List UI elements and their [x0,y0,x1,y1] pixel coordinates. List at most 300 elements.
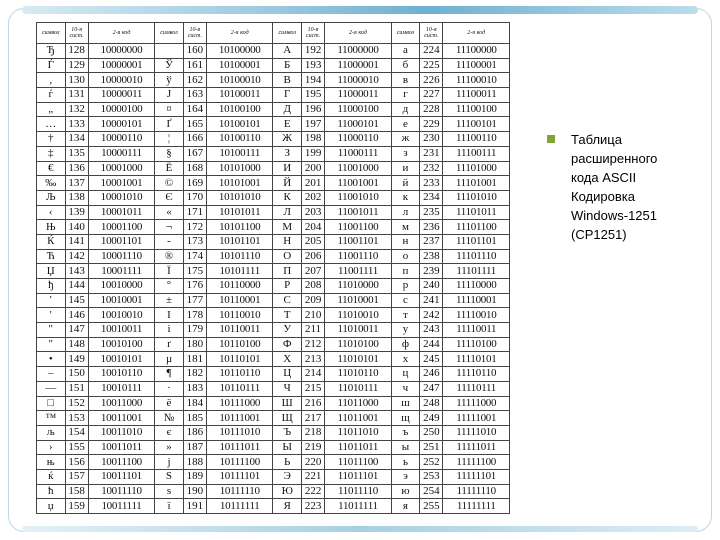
symbol-cell: с [391,293,420,308]
decimal-cell: 173 [183,234,206,249]
decimal-cell: 200 [301,161,324,176]
decimal-cell: 163 [183,88,206,103]
caption-line: Кодировка [571,189,635,204]
table-row [37,484,510,499]
binary-cell: 11011110 [325,484,392,499]
ascii-table-image [36,22,510,512]
binary-cell: 11010111 [325,381,392,396]
binary-cell: 10100011 [206,88,273,103]
binary-cell: 10110010 [206,308,273,323]
decimal-cell: 169 [183,176,206,191]
symbol-cell: Д [273,102,302,117]
symbol-cell: Є [155,190,184,205]
binary-cell: 11110100 [443,337,510,352]
symbol-cell: Џ [37,264,66,279]
ascii-code-table [36,22,510,514]
table-row [37,308,510,323]
symbol-cell: п [391,264,420,279]
decimal-cell: 230 [420,132,443,147]
symbol-cell: ‚ [37,73,66,88]
decimal-cell: 213 [301,352,324,367]
column-header: 10-я сист. [65,23,88,44]
decimal-cell: 207 [301,264,324,279]
binary-cell: 11111111 [443,499,510,514]
column-header: 10-я сист. [301,23,324,44]
decimal-cell: 147 [65,323,88,338]
decimal-cell: 178 [183,308,206,323]
decimal-cell: 187 [183,440,206,455]
binary-cell: 11110010 [443,308,510,323]
decimal-cell: 219 [301,440,324,455]
decimal-cell: 184 [183,396,206,411]
table-row [37,264,510,279]
binary-cell: 10110100 [206,337,273,352]
decimal-cell: 205 [301,234,324,249]
caption-line: расширенного [571,151,658,166]
decimal-cell: 242 [420,308,443,323]
decimal-cell: 132 [65,102,88,117]
column-header: 2-я код [443,23,510,44]
slide-caption [547,130,687,244]
decimal-cell: 253 [420,469,443,484]
binary-cell: 10101110 [206,249,273,264]
symbol-cell: Ш [273,396,302,411]
binary-cell: 11111011 [443,440,510,455]
binary-cell: 10110011 [206,323,273,338]
symbol-cell: Г [273,88,302,103]
binary-cell: 11000111 [325,146,392,161]
binary-cell: 11001001 [325,176,392,191]
binary-cell: 11110011 [443,323,510,338]
symbol-cell: Б [273,58,302,73]
decimal-cell: 206 [301,249,324,264]
slide-bottom-accent-bar [22,526,698,532]
column-header: символ [273,23,302,44]
symbol-cell: С [273,293,302,308]
decimal-cell: 174 [183,249,206,264]
symbol-cell: З [273,146,302,161]
binary-cell: 10011100 [88,455,155,470]
binary-cell: 11110110 [443,367,510,382]
symbol-cell: ё [155,396,184,411]
binary-cell: 11010010 [325,308,392,323]
symbol-cell: Й [273,176,302,191]
symbol-cell: „ [37,102,66,117]
symbol-cell: х [391,352,420,367]
symbol-cell: ы [391,440,420,455]
binary-cell: 10000011 [88,88,155,103]
symbol-cell: а [391,44,420,59]
decimal-cell: 238 [420,249,443,264]
decimal-cell: 240 [420,279,443,294]
symbol-cell: Ь [273,455,302,470]
symbol-cell: з [391,146,420,161]
binary-cell: 10010011 [88,323,155,338]
decimal-cell: 255 [420,499,443,514]
symbol-cell: Л [273,205,302,220]
binary-cell: 11101000 [443,161,510,176]
decimal-cell: 144 [65,279,88,294]
decimal-cell: 209 [301,293,324,308]
binary-cell: 11101111 [443,264,510,279]
decimal-cell: 146 [65,308,88,323]
symbol-cell: ' [37,293,66,308]
symbol-cell: ° [155,279,184,294]
binary-cell: 11000000 [325,44,392,59]
symbol-cell: — [37,381,66,396]
binary-cell: 10100110 [206,132,273,147]
decimal-cell: 217 [301,411,324,426]
decimal-cell: 136 [65,161,88,176]
decimal-cell: 154 [65,425,88,440]
decimal-cell: 177 [183,293,206,308]
decimal-cell: 166 [183,132,206,147]
symbol-cell: г [391,88,420,103]
binary-cell: 11010001 [325,293,392,308]
decimal-cell: 158 [65,484,88,499]
binary-cell: 10010010 [88,308,155,323]
decimal-cell: 182 [183,367,206,382]
symbol-cell: ц [391,367,420,382]
binary-cell: 10111011 [206,440,273,455]
symbol-cell: □ [37,396,66,411]
decimal-cell: 225 [420,58,443,73]
symbol-cell: … [37,117,66,132]
decimal-cell: 141 [65,234,88,249]
decimal-cell: 175 [183,264,206,279]
symbol-cell: ч [391,381,420,396]
binary-cell: 10100010 [206,73,273,88]
symbol-cell: ¦ [155,132,184,147]
binary-cell: 11010000 [325,279,392,294]
decimal-cell: 252 [420,455,443,470]
decimal-cell: 142 [65,249,88,264]
table-row [37,132,510,147]
table-row [37,146,510,161]
binary-cell: 10011101 [88,469,155,484]
decimal-cell: 210 [301,308,324,323]
binary-cell: 11011111 [325,499,392,514]
binary-cell: 10110000 [206,279,273,294]
binary-cell: 11011100 [325,455,392,470]
decimal-cell: 233 [420,176,443,191]
symbol-cell: " [37,323,66,338]
decimal-cell: 197 [301,117,324,132]
symbol-cell: Ѓ [37,58,66,73]
decimal-cell: 198 [301,132,324,147]
table-row [37,88,510,103]
decimal-cell: 223 [301,499,324,514]
symbol-cell: µ [155,352,184,367]
binary-cell: 10110111 [206,381,273,396]
table-row [37,176,510,191]
decimal-cell: 133 [65,117,88,132]
symbol-cell: П [273,264,302,279]
decimal-cell: 245 [420,352,443,367]
symbol-cell: І [155,308,184,323]
symbol-cell: ґ [155,337,184,352]
symbol-cell: Ј [155,88,184,103]
decimal-cell: 155 [65,440,88,455]
symbol-cell: У [273,323,302,338]
symbol-cell: В [273,73,302,88]
symbol-cell: ¬ [155,220,184,235]
symbol-cell: Љ [37,190,66,205]
decimal-cell: 130 [65,73,88,88]
symbol-cell: Ц [273,367,302,382]
decimal-cell: 208 [301,279,324,294]
binary-cell: 11001010 [325,190,392,205]
binary-cell: 10100000 [206,44,273,59]
binary-cell: 11110111 [443,381,510,396]
symbol-cell: ј [155,455,184,470]
binary-cell: 11111101 [443,469,510,484]
symbol-cell: ю [391,484,420,499]
binary-cell: 10011110 [88,484,155,499]
symbol-cell: л [391,205,420,220]
binary-cell: 10111110 [206,484,273,499]
table-header-row [37,23,510,44]
decimal-cell: 159 [65,499,88,514]
caption-line: (CP1251) [571,227,627,242]
binary-cell: 10001010 [88,190,155,205]
binary-cell: 11100010 [443,73,510,88]
binary-cell: 11000110 [325,132,392,147]
symbol-cell: Э [273,469,302,484]
binary-cell: 10100001 [206,58,273,73]
binary-cell: 11101110 [443,249,510,264]
column-header: 10-я сист. [420,23,443,44]
symbol-cell: – [37,367,66,382]
symbol-cell: Ї [155,264,184,279]
symbol-cell: б [391,58,420,73]
binary-cell: 11101010 [443,190,510,205]
binary-cell: 11101001 [443,176,510,191]
binary-cell: 11000101 [325,117,392,132]
binary-cell: 11000100 [325,102,392,117]
table-row [37,234,510,249]
table-row [37,44,510,59]
binary-cell: 10000001 [88,58,155,73]
table-row [37,469,510,484]
decimal-cell: 228 [420,102,443,117]
binary-cell: 10111010 [206,425,273,440]
symbol-cell: щ [391,411,420,426]
decimal-cell: 220 [301,455,324,470]
symbol-cell: т [391,308,420,323]
symbol-cell: о [391,249,420,264]
table-row [37,279,510,294]
decimal-cell: 165 [183,117,206,132]
binary-cell: 10000100 [88,102,155,117]
binary-cell: 11100001 [443,58,510,73]
decimal-cell: 243 [420,323,443,338]
binary-cell: 11111010 [443,425,510,440]
symbol-cell: ќ [37,469,66,484]
binary-cell: 11100110 [443,132,510,147]
table-row [37,161,510,176]
symbol-cell: ъ [391,425,420,440]
symbol-cell: К [273,190,302,205]
decimal-cell: 129 [65,58,88,73]
symbol-cell: € [37,161,66,176]
decimal-cell: 251 [420,440,443,455]
binary-cell: 11111100 [443,455,510,470]
column-header: символ [155,23,184,44]
binary-cell: 10111000 [206,396,273,411]
table-row [37,337,510,352]
binary-cell: 11110001 [443,293,510,308]
symbol-cell: № [155,411,184,426]
symbol-cell: н [391,234,420,249]
binary-cell: 11101100 [443,220,510,235]
decimal-cell: 164 [183,102,206,117]
binary-cell: 10101111 [206,264,273,279]
table-row [37,102,510,117]
decimal-cell: 227 [420,88,443,103]
binary-cell: 10001011 [88,205,155,220]
decimal-cell: 128 [65,44,88,59]
binary-cell: 10010111 [88,381,155,396]
binary-cell: 11101011 [443,205,510,220]
binary-cell: 10100111 [206,146,273,161]
column-header: 10-я сист. [183,23,206,44]
binary-cell: 10101100 [206,220,273,235]
symbol-cell: к [391,190,420,205]
symbol-cell: м [391,220,420,235]
symbol-cell: † [37,132,66,147]
binary-cell: 10100100 [206,102,273,117]
binary-cell: 10101010 [206,190,273,205]
binary-cell: 11111001 [443,411,510,426]
table-row [37,293,510,308]
binary-cell: 10011001 [88,411,155,426]
decimal-cell: 143 [65,264,88,279]
symbol-cell: д [391,102,420,117]
symbol-cell: ™ [37,411,66,426]
symbol-cell: Н [273,234,302,249]
column-header: 2-я код [206,23,273,44]
table-row [37,352,510,367]
decimal-cell: 246 [420,367,443,382]
symbol-cell: © [155,176,184,191]
symbol-cell: - [155,234,184,249]
symbol-cell: є [155,425,184,440]
symbol-cell: ' [37,308,66,323]
decimal-cell: 161 [183,58,206,73]
decimal-cell: 171 [183,205,206,220]
symbol-cell: " [37,337,66,352]
decimal-cell: 139 [65,205,88,220]
decimal-cell: 193 [301,58,324,73]
decimal-cell: 212 [301,337,324,352]
table-row [37,190,510,205]
caption-line: кода ASCII [571,170,637,185]
binary-cell: 10110001 [206,293,273,308]
decimal-cell: 196 [301,102,324,117]
binary-cell: 11000011 [325,88,392,103]
decimal-cell: 237 [420,234,443,249]
binary-cell: 11010110 [325,367,392,382]
symbol-cell: М [273,220,302,235]
symbol-cell: Ч [273,381,302,396]
decimal-cell: 153 [65,411,88,426]
symbol-cell: Ѕ [155,469,184,484]
binary-cell: 11001110 [325,249,392,264]
table-row [37,367,510,382]
symbol-cell: ж [391,132,420,147]
decimal-cell: 203 [301,205,324,220]
symbol-cell: ± [155,293,184,308]
decimal-cell: 241 [420,293,443,308]
symbol-cell: « [155,205,184,220]
symbol-cell: е [391,117,420,132]
symbol-cell [155,44,184,59]
binary-cell: 11111110 [443,484,510,499]
decimal-cell: 249 [420,411,443,426]
table-body [37,44,510,514]
binary-cell: 10000010 [88,73,155,88]
symbol-cell: Ф [273,337,302,352]
symbol-cell: і [155,323,184,338]
table-row [37,411,510,426]
decimal-cell: 167 [183,146,206,161]
decimal-cell: 151 [65,381,88,396]
binary-cell: 10011010 [88,425,155,440]
symbol-cell: я [391,499,420,514]
binary-cell: 11001011 [325,205,392,220]
binary-cell: 10101101 [206,234,273,249]
symbol-cell: р [391,279,420,294]
symbol-cell: ь [391,455,420,470]
decimal-cell: 215 [301,381,324,396]
binary-cell: 10010100 [88,337,155,352]
binary-cell: 10001001 [88,176,155,191]
caption-line: Таблица [571,132,622,147]
symbol-cell: О [273,249,302,264]
decimal-cell: 191 [183,499,206,514]
symbol-cell: › [37,440,66,455]
binary-cell: 10000110 [88,132,155,147]
binary-cell: 10010001 [88,293,155,308]
decimal-cell: 150 [65,367,88,382]
decimal-cell: 226 [420,73,443,88]
symbol-cell: А [273,44,302,59]
decimal-cell: 211 [301,323,324,338]
symbol-cell: Щ [273,411,302,426]
table-row [37,220,510,235]
symbol-cell: њ [37,455,66,470]
decimal-cell: 156 [65,455,88,470]
binary-cell: 11110000 [443,279,510,294]
decimal-cell: 160 [183,44,206,59]
slide-top-accent-bar [22,6,698,14]
decimal-cell: 221 [301,469,324,484]
table-row [37,396,510,411]
decimal-cell: 190 [183,484,206,499]
column-header: символ [391,23,420,44]
decimal-cell: 214 [301,367,324,382]
symbol-cell: џ [37,499,66,514]
binary-cell: 11100100 [443,102,510,117]
decimal-cell: 157 [65,469,88,484]
column-header: 2-я код [325,23,392,44]
binary-cell: 11001100 [325,220,392,235]
binary-cell: 10010110 [88,367,155,382]
symbol-cell: ш [391,396,420,411]
binary-cell: 10010000 [88,279,155,294]
binary-cell: 10000111 [88,146,155,161]
